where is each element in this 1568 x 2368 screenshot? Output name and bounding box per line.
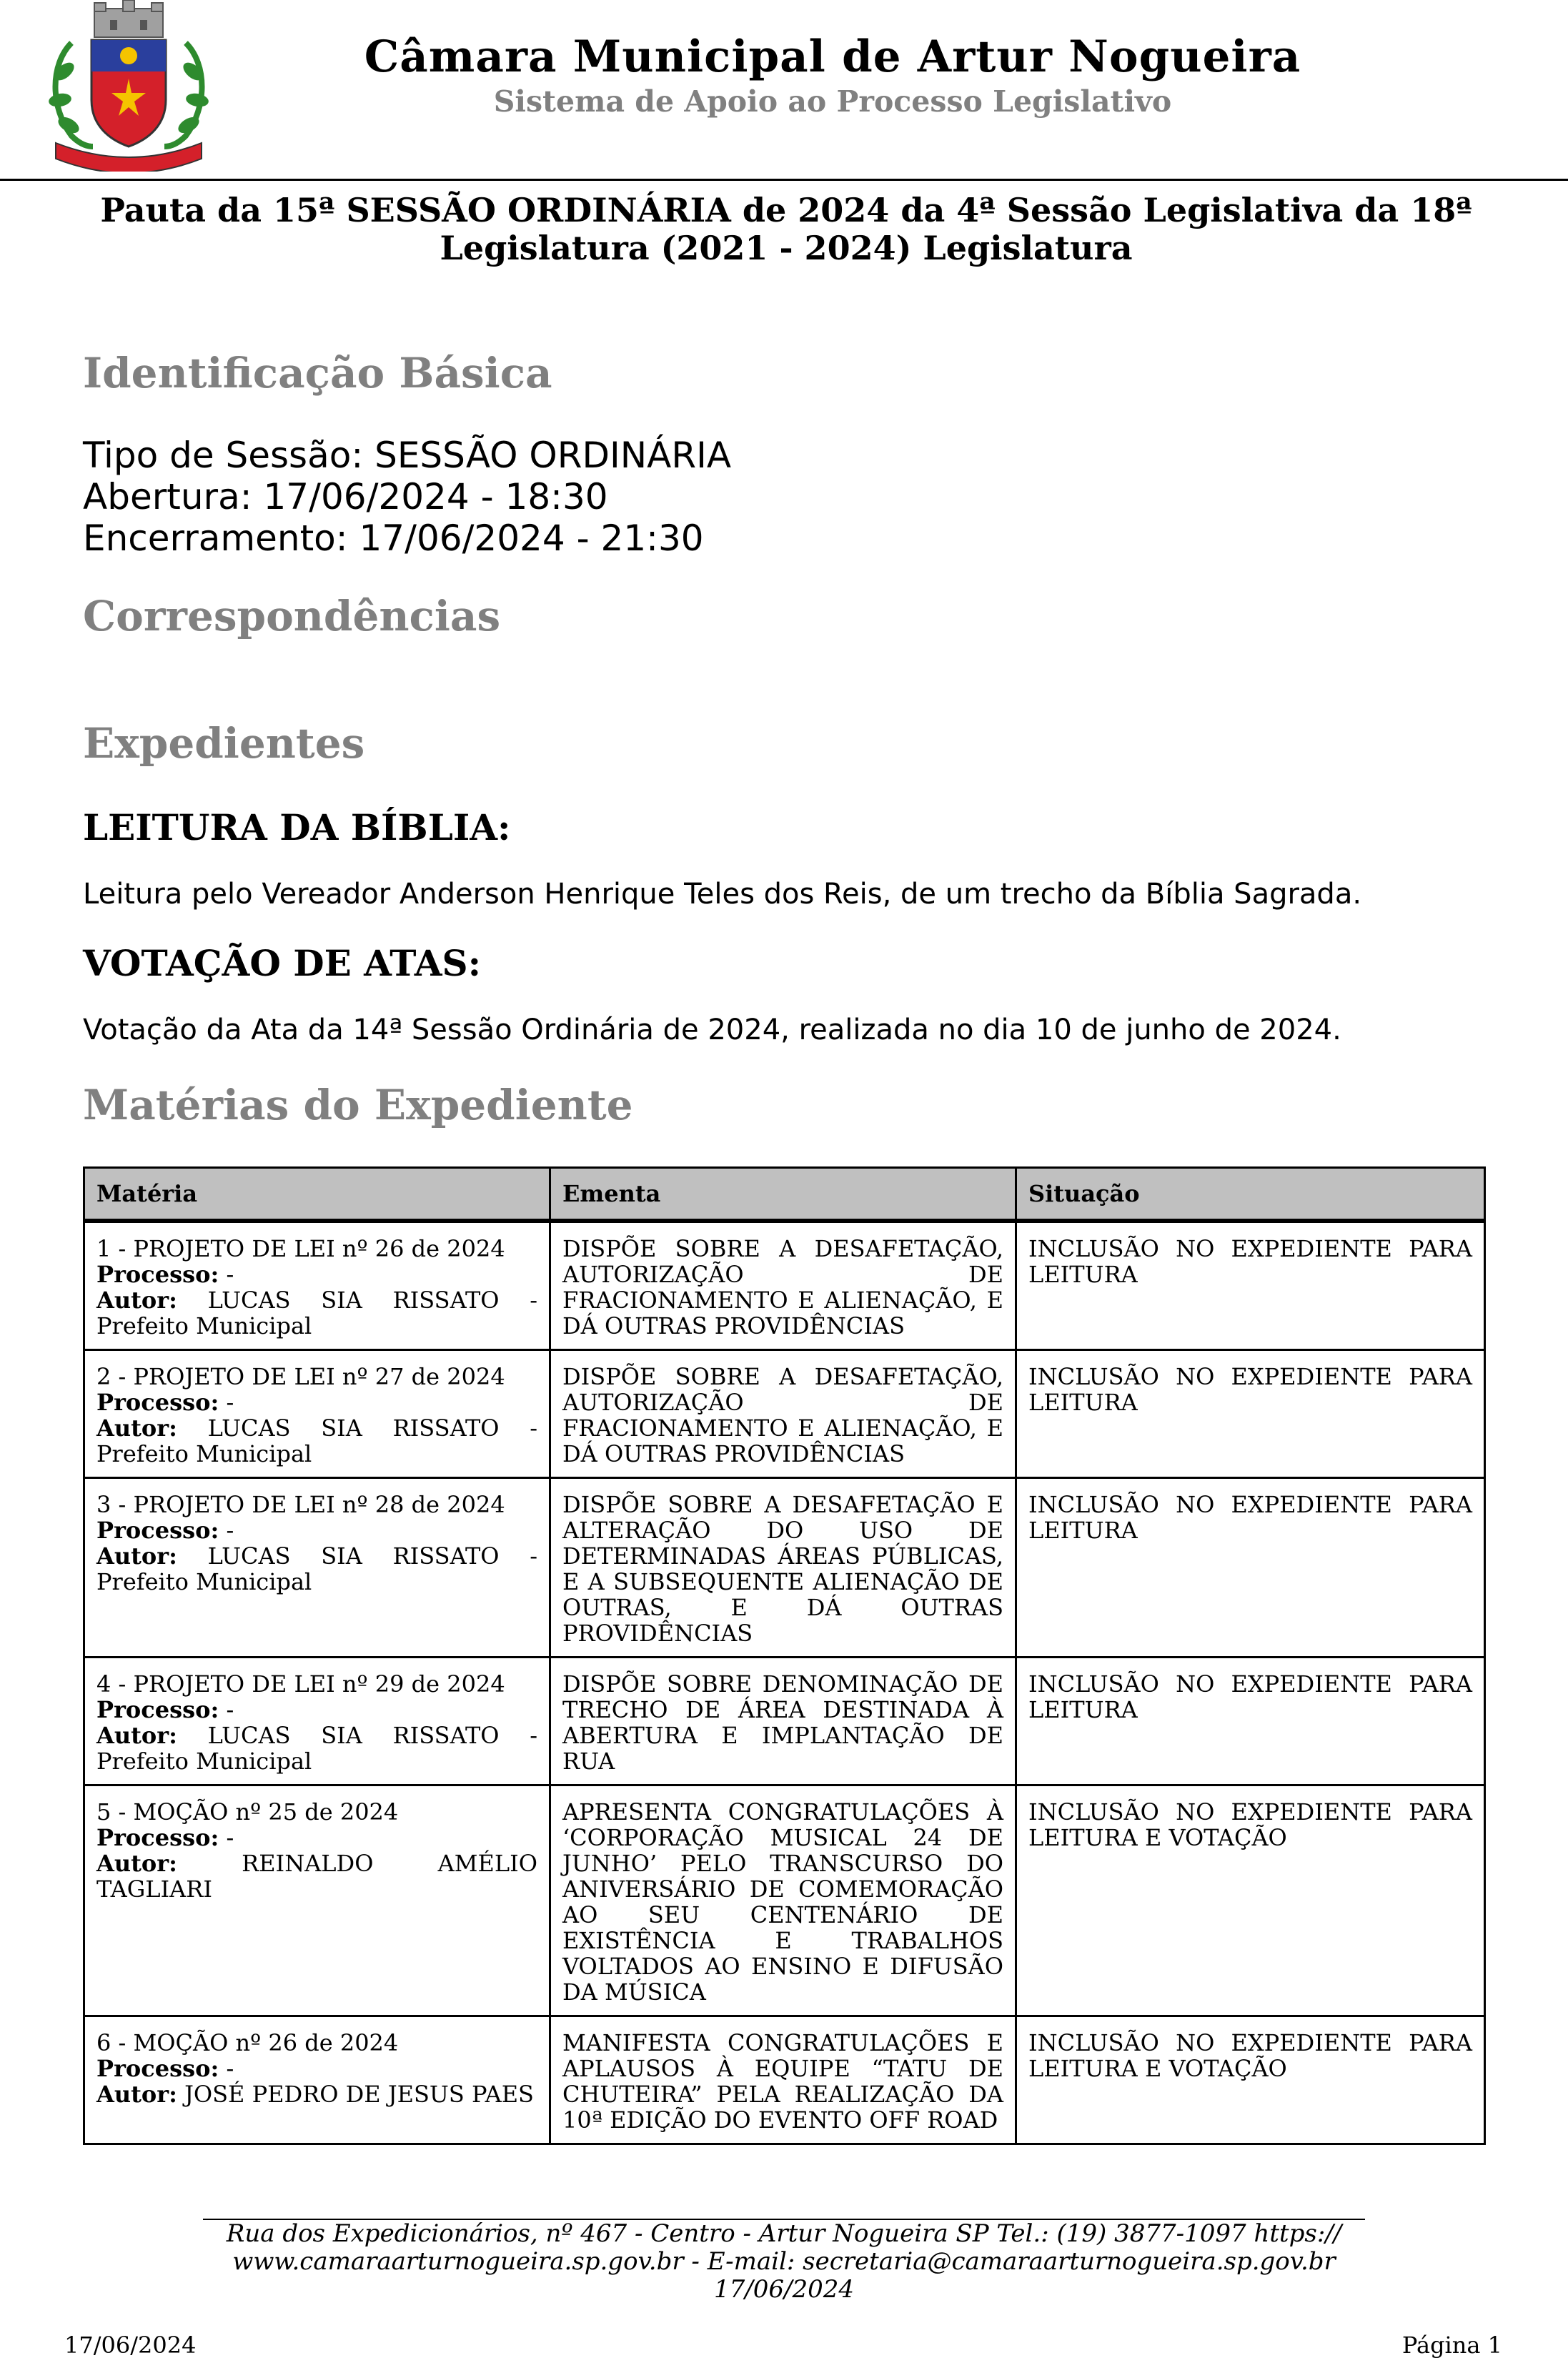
autor-line [96, 1415, 537, 1467]
materia-cell [84, 1221, 550, 1350]
autor-line [96, 1287, 537, 1339]
materia-cell [84, 2016, 550, 2144]
processo-label: Processo: [96, 1696, 219, 1723]
materia-cell [84, 1478, 550, 1658]
autor-label: Autor: [96, 1850, 177, 1877]
col-header-materia: Matéria [84, 1168, 550, 1222]
materia-title: 3 - PROJETO DE LEI nº 28 de 2024 [96, 1491, 505, 1518]
footer-address-line3: 17/06/2024 [714, 2275, 854, 2304]
pauta-title [71, 192, 1501, 267]
footer-address-line1: Rua dos Expedicionários, nº 467 - Centro - Artur Nogueira SP Tel.: (19) 3877-1097 https:// [226, 2219, 1342, 2248]
processo-label: Processo: [96, 2055, 219, 2082]
autor-value: JOSÉ PEDRO DE JESUS PAES [184, 2081, 534, 2108]
ementa-cell: DISPÕE SOBRE A DESAFETAÇÃO, AUTORIZAÇÃO DE FRACIONAMENTO E ALIENAÇÃO, E DÁ OUTRAS PROVIDÊNCIAS [550, 1350, 1016, 1478]
situacao-cell: INCLUSÃO NO EXPEDIENTE PARA LEITURA [1016, 1658, 1485, 1785]
processo-line [96, 1517, 537, 1543]
autor-value: LUCAS SIA RISSATO - Prefeito Municipal [96, 1287, 537, 1339]
processo-line [96, 1825, 537, 1851]
processo-line [96, 1389, 537, 1415]
table-row [84, 1350, 1485, 1478]
pauta-title-line2: Legislatura (2021 - 2024) Legislatura [440, 229, 1133, 267]
footer-date: 17/06/2024 [64, 2332, 197, 2359]
autor-label: Autor: [96, 1287, 177, 1314]
table-row [84, 1658, 1485, 1785]
materia-title: 6 - MOÇÃO nº 26 de 2024 [96, 2029, 399, 2056]
autor-line [96, 2081, 537, 2107]
pauta-title-line1: Pauta da 15ª SESSÃO ORDINÁRIA de 2024 da 4ª Sessão Legislativa da 18ª [100, 191, 1472, 229]
autor-value: LUCAS SIA RISSATO - Prefeito Municipal [96, 1722, 537, 1775]
org-title: Câmara Municipal de Artur Nogueira [364, 31, 1301, 82]
processo-label: Processo: [96, 1389, 219, 1416]
page-header [0, 0, 1568, 180]
table-row [84, 1478, 1485, 1658]
materia-cell [84, 1785, 550, 2016]
processo-value: - [226, 1517, 234, 1544]
situacao-cell: INCLUSÃO NO EXPEDIENTE PARA LEITURA [1016, 1478, 1485, 1658]
table-row [84, 1785, 1485, 2016]
situacao-cell: INCLUSÃO NO EXPEDIENTE PARA LEITURA E VOTAÇÃO [1016, 1785, 1485, 2016]
processo-line [96, 1262, 537, 1287]
processo-value: - [226, 1824, 234, 1851]
processo-value: - [226, 1696, 234, 1723]
situacao-cell: INCLUSÃO NO EXPEDIENTE PARA LEITURA [1016, 1221, 1485, 1350]
ementa-cell: MANIFESTA CONGRATULAÇÕES E APLAUSOS À EQUIPE “TATU DE CHUTEIRA” PELA REALIZAÇÃO DA 10ª EDIÇÃO DO EVENTO OFF ROAD [550, 2016, 1016, 2144]
leitura-biblia-text: Leitura pelo Vereador Anderson Henrique Teles dos Reis, de um trecho da Bíblia Sagrada. [83, 878, 1362, 911]
materia-title: 2 - PROJETO DE LEI nº 27 de 2024 [96, 1363, 505, 1390]
autor-value: LUCAS SIA RISSATO - Prefeito Municipal [96, 1415, 537, 1467]
votacao-atas-text: Votação da Ata da 14ª Sessão Ordinária de 2024, realizada no dia 10 de junho de 2024. [83, 1014, 1341, 1046]
processo-line [96, 1697, 537, 1723]
materia-title: 4 - PROJETO DE LEI nº 29 de 2024 [96, 1670, 505, 1698]
ementa-cell: DISPÕE SOBRE A DESAFETAÇÃO E ALTERAÇÃO DO USO DE DETERMINADAS ÁREAS PÚBLICAS, E A SUBSEQUENTE ALIENAÇÃO DE OUTRAS, E DÁ OUTRAS PROVIDÊNCIAS [550, 1478, 1016, 1658]
footer-address [203, 2220, 1365, 2304]
leitura-biblia-heading: LEITURA DA BÍBLIA: [83, 806, 511, 848]
autor-value: LUCAS SIA RISSATO - Prefeito Municipal [96, 1542, 537, 1595]
tipo-sessao: Tipo de Sessão: SESSÃO ORDINÁRIA [83, 435, 732, 476]
table-header-row [84, 1168, 1485, 1222]
materias-table [83, 1166, 1486, 2145]
ementa-cell: DISPÕE SOBRE A DESAFETAÇÃO, AUTORIZAÇÃO DE FRACIONAMENTO E ALIENAÇÃO, E DÁ OUTRAS PROVIDÊNCIAS [550, 1221, 1016, 1350]
materia-title: 1 - PROJETO DE LEI nº 26 de 2024 [96, 1235, 505, 1262]
materia-cell [84, 1658, 550, 1785]
ementa-cell: APRESENTA CONGRATULAÇÕES À ‘CORPORAÇÃO MUSICAL 24 DE JUNHO’ PELO TRANSCURSO DO ANIVERSÁRIO DE COMEMORAÇÃO AO SEU CENTENÁRIO DE EXISTÊNCIA E TRABALHOS VOLTADOS AO ENSINO E DIFUSÃO DA MÚSICA [550, 1785, 1016, 2016]
table-row [84, 1221, 1485, 1350]
col-header-ementa: Ementa [550, 1168, 1016, 1222]
encerramento: Encerramento: 17/06/2024 - 21:30 [83, 517, 704, 559]
processo-label: Processo: [96, 1517, 219, 1544]
autor-label: Autor: [96, 1542, 177, 1570]
footer-address-line2: www.camaraarturnogueira.sp.gov.br - E-mail: secretaria@camaraarturnogueira.sp.gov.br [232, 2247, 1336, 2276]
ementa-cell: DISPÕE SOBRE DENOMINAÇÃO DE TRECHO DE ÁREA DESTINADA À ABERTURA E IMPLANTAÇÃO DE RUA [550, 1658, 1016, 1785]
identificacao-heading: Identificação Básica [83, 349, 552, 397]
header-divider [0, 179, 1568, 181]
table-row [84, 2016, 1485, 2144]
processo-value: - [226, 1261, 234, 1288]
materia-cell [84, 1350, 550, 1478]
expedientes-heading: Expedientes [83, 719, 365, 768]
materia-title: 5 - MOÇÃO nº 25 de 2024 [96, 1798, 399, 1825]
page-number: Página 1 [1401, 2332, 1502, 2359]
autor-label: Autor: [96, 2081, 177, 2108]
autor-line [96, 1851, 537, 1902]
autor-value: REINALDO AMÉLIO TAGLIARI [96, 1850, 537, 1903]
autor-label: Autor: [96, 1722, 177, 1749]
processo-label: Processo: [96, 1824, 219, 1851]
processo-line [96, 2056, 537, 2081]
materias-table-body [84, 1221, 1485, 2144]
processo-value: - [226, 2055, 234, 2082]
processo-label: Processo: [96, 1261, 219, 1288]
votacao-atas-heading: VOTAÇÃO DE ATAS: [83, 942, 482, 984]
autor-line [96, 1723, 537, 1774]
situacao-cell: INCLUSÃO NO EXPEDIENTE PARA LEITURA E VOTAÇÃO [1016, 2016, 1485, 2144]
org-subtitle: Sistema de Apoio ao Processo Legislativo [493, 84, 1172, 119]
col-header-situacao: Situação [1016, 1168, 1485, 1222]
autor-label: Autor: [96, 1415, 177, 1442]
abertura: Abertura: 17/06/2024 - 18:30 [83, 476, 608, 517]
correspondencias-heading: Correspondências [83, 592, 501, 640]
situacao-cell: INCLUSÃO NO EXPEDIENTE PARA LEITURA [1016, 1350, 1485, 1478]
autor-line [96, 1543, 537, 1595]
materias-heading: Matérias do Expediente [83, 1081, 633, 1129]
processo-value: - [226, 1389, 234, 1416]
